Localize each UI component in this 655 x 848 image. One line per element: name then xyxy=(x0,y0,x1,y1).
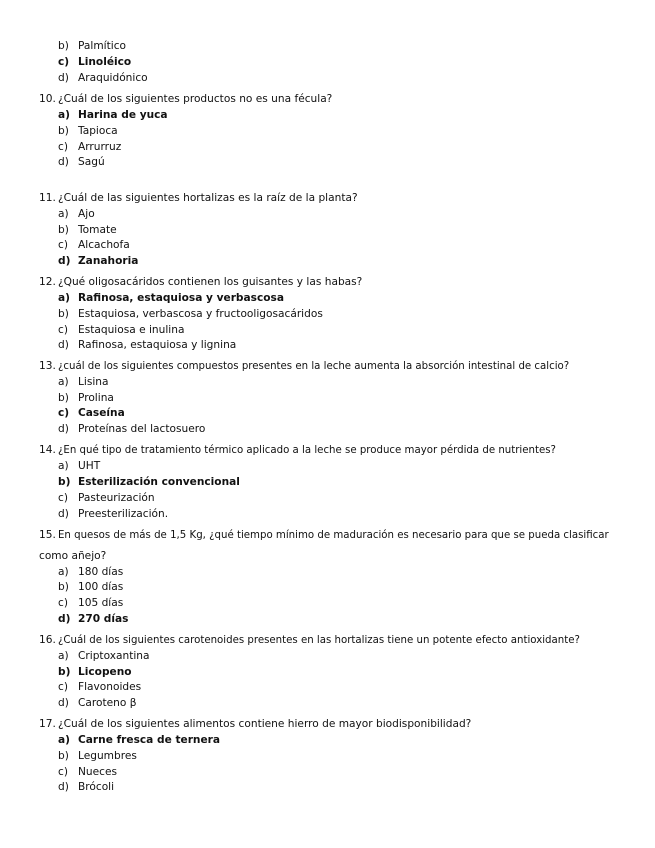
option-letter: a) xyxy=(58,208,69,220)
question-number: 15. xyxy=(39,529,56,541)
option-text: Brócoli xyxy=(78,781,115,793)
question-number: 17. xyxy=(39,718,56,730)
option-text: Alcachofa xyxy=(78,239,130,251)
question-number: 11. xyxy=(39,192,56,204)
option-text: 105 días xyxy=(78,597,124,609)
option-text: 180 días xyxy=(78,566,124,578)
option-text: Araquidónico xyxy=(78,72,148,84)
option-text: Caroteno β xyxy=(78,697,137,709)
option-text: Lisina xyxy=(78,376,109,388)
option-letter: c) xyxy=(58,766,68,778)
option-letter: d) xyxy=(58,72,69,84)
option-text: Sagú xyxy=(78,156,105,168)
option-letter: b) xyxy=(58,581,69,593)
option-text: Esterilización convencional xyxy=(78,476,240,488)
option-text: Rafinosa, estaquiosa y lignina xyxy=(78,339,237,351)
option-letter: d) xyxy=(58,255,71,267)
option-letter: d) xyxy=(58,508,69,520)
option-text: Zanahoria xyxy=(78,255,139,267)
option-letter: b) xyxy=(58,308,69,320)
option-text: 100 días xyxy=(78,581,124,593)
option-text: Arrurruz xyxy=(78,141,122,153)
option-letter: a) xyxy=(58,460,69,472)
option-text: Estaquiosa e inulina xyxy=(78,324,185,336)
option-text: UHT xyxy=(78,460,101,472)
option-letter: d) xyxy=(58,697,69,709)
option-text: Tomate xyxy=(78,224,117,236)
option-text: Preesterilización. xyxy=(78,508,169,520)
option-letter: d) xyxy=(58,156,69,168)
option-letter: a) xyxy=(58,292,70,304)
option-text: Palmítico xyxy=(78,40,127,52)
option-text: Pasteurización xyxy=(78,492,155,504)
option-text: Estaquiosa, verbascosa y fructooligosacáridos xyxy=(78,308,323,320)
option-letter: c) xyxy=(58,324,68,336)
question-text: ¿Cuál de los siguientes productos no es una fécula? xyxy=(58,93,333,105)
question-number: 14. xyxy=(39,444,56,456)
option-text: Ajo xyxy=(78,208,95,220)
option-letter: c) xyxy=(58,681,68,693)
option-text: Caseína xyxy=(78,407,125,419)
question-number: 13. xyxy=(39,360,56,372)
option-letter: b) xyxy=(58,224,69,236)
option-letter: a) xyxy=(58,734,70,746)
option-letter: c) xyxy=(58,56,70,68)
question-15-continuation xyxy=(39,550,106,563)
question-text-continuation: como añejo? xyxy=(39,550,107,562)
option-text: Legumbres xyxy=(78,750,137,762)
option-text: Linoléico xyxy=(78,56,132,68)
option-text: Rafinosa, estaquiosa y verbascosa xyxy=(78,292,284,304)
question-text: ¿Cuál de las siguientes hortalizas es la raíz de la planta? xyxy=(58,192,358,204)
option-text: Nueces xyxy=(78,766,118,778)
option-text: Flavonoides xyxy=(78,681,142,693)
option-letter: b) xyxy=(58,125,69,137)
option-text: 270 días xyxy=(78,613,129,625)
option-letter: d) xyxy=(58,423,69,435)
option-letter: b) xyxy=(58,392,69,404)
option-letter: a) xyxy=(58,109,70,121)
option-letter: d) xyxy=(58,339,69,351)
question-text: ¿Qué oligosacáridos contienen los guisantes y las habas? xyxy=(58,276,363,288)
option-text: Proteínas del lactosuero xyxy=(78,423,206,435)
option-text: Prolina xyxy=(78,392,114,404)
option-text: Criptoxantina xyxy=(78,650,150,662)
option-text: Harina de yuca xyxy=(78,109,168,121)
option-letter: c) xyxy=(58,597,68,609)
option-letter: b) xyxy=(58,40,69,52)
option-letter: a) xyxy=(58,566,69,578)
option-letter: d) xyxy=(58,781,69,793)
question-number: 12. xyxy=(39,276,56,288)
option-letter: c) xyxy=(58,239,68,251)
option-text: Licopeno xyxy=(78,666,132,678)
option-letter: c) xyxy=(58,141,68,153)
question-text: En quesos de más de 1,5 Kg, ¿qué tiempo mínimo de maduración es necesario para que se pueda clasificar xyxy=(58,530,609,541)
option-letter: d) xyxy=(58,613,71,625)
question-text: ¿Cuál de los siguientes carotenoides presentes en las hortalizas tiene un potente efecto antioxidante? xyxy=(58,635,580,646)
option-letter: c) xyxy=(58,492,68,504)
option-text: Tapioca xyxy=(78,125,118,137)
option-letter: a) xyxy=(58,376,69,388)
question-number: 16. xyxy=(39,634,56,646)
question-text: ¿En qué tipo de tratamiento térmico aplicado a la leche se produce mayor pérdida de nutrientes? xyxy=(58,445,556,456)
option-letter: b) xyxy=(58,476,71,488)
question-number: 10. xyxy=(39,93,56,105)
option-text: Carne fresca de ternera xyxy=(78,734,221,746)
option-letter: c) xyxy=(58,407,70,419)
option-letter: a) xyxy=(58,650,69,662)
question-text: ¿Cuál de los siguientes alimentos contiene hierro de mayor biodisponibilidad? xyxy=(58,718,472,730)
option-letter: b) xyxy=(58,666,71,678)
question-text: ¿cuál de los siguientes compuestos presentes en la leche aumenta la absorción intestinal de calcio? xyxy=(58,361,570,372)
option-letter: b) xyxy=(58,750,69,762)
